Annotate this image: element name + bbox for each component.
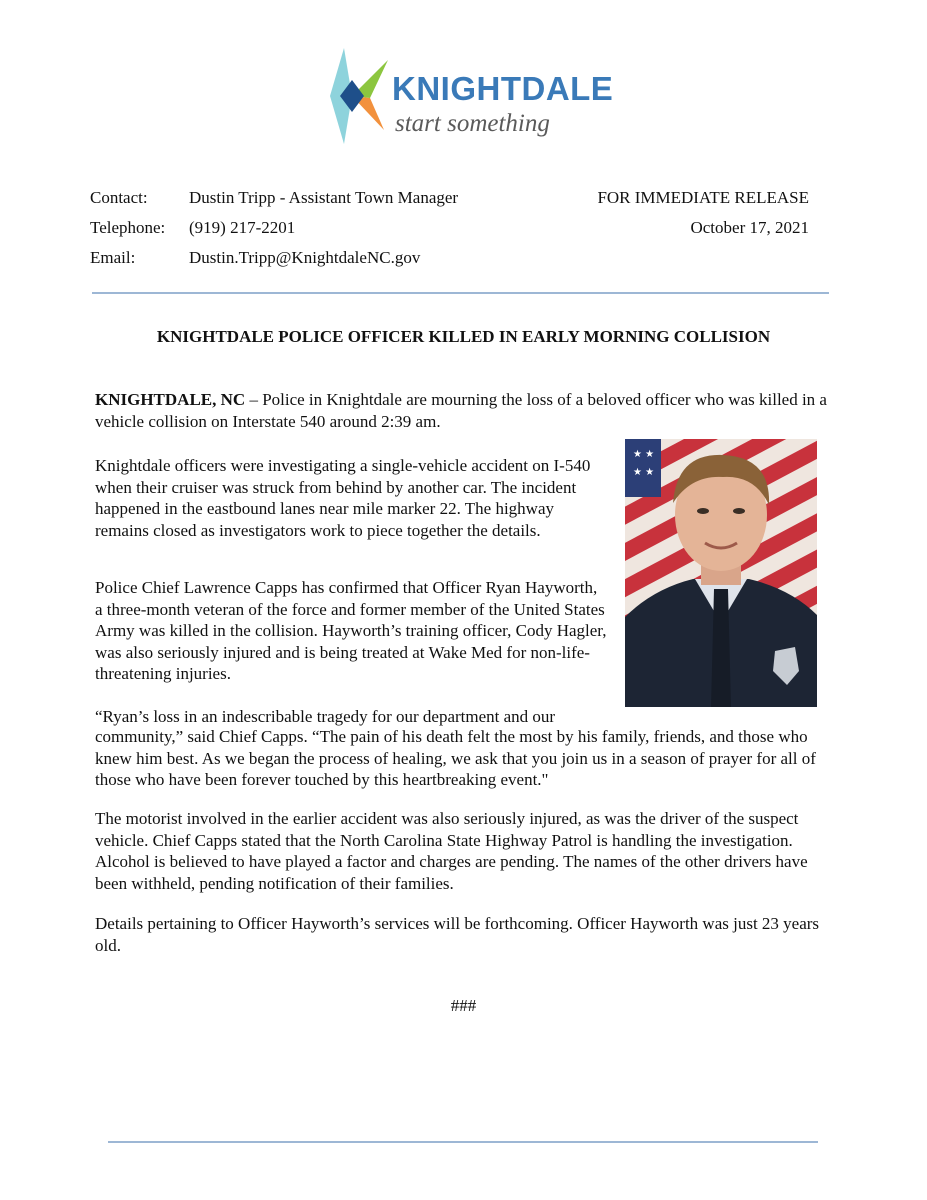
brand-tagline: start something: [395, 110, 550, 137]
paragraph-6: Details pertaining to Officer Hayworth’s services will be forthcoming. Officer Hayworth was just 23 years old.: [95, 914, 820, 955]
email-label: Email:: [90, 248, 136, 267]
release-status: FOR IMMEDIATE RELEASE: [597, 188, 809, 207]
paragraph-1: [95, 389, 837, 432]
svg-text:★ ★: ★ ★: [633, 467, 655, 478]
telephone-value: (919) 217-2201: [189, 218, 296, 237]
email-value: Dustin.Tripp@KnightdaleNC.gov: [189, 248, 421, 267]
paragraph-1-text: – Police in Knightdale are mourning the loss of a beloved officer who was killed in a vehicle collision on Interstate 540 around 2:39 am.: [95, 390, 827, 431]
dateline: KNIGHTDALE, NC: [95, 390, 246, 409]
officer-photo: [625, 439, 817, 707]
telephone-label: Telephone:: [90, 218, 166, 237]
contact-label: Contact:: [90, 188, 148, 207]
knightdale-logo: [322, 40, 622, 150]
end-mark: ###: [450, 996, 477, 1015]
headline: KNIGHTDALE POLICE OFFICER KILLED IN EARLY MORNING COLLISION: [156, 327, 771, 346]
star-logo-icon: [322, 40, 392, 150]
paragraph-2: Knightdale officers were investigating a single-vehicle accident on I-540 when their cruiser was struck from behind by another car. The incident happened in the eastbound lanes near mile marker 22. The highway remains closed as investigators work to piece together the details.: [95, 456, 591, 540]
paragraph-5: The motorist involved in the earlier accident was also seriously injured, as was the driver of the suspect vehicle. Chief Capps stated that the North Carolina State Highway Patrol is handling the investigation. Alcohol is believed to have played a factor and charges are pending. The names of the other drivers have been withheld, pending notification of their families.: [95, 809, 808, 893]
svg-text:★ ★: ★ ★: [633, 449, 655, 460]
brand-name: KNIGHTDALE: [392, 70, 614, 107]
paragraph-3: Police Chief Lawrence Capps has confirmed that Officer Ryan Hayworth, a three-month veteran of the force and former member of the United States Army was killed in the collision. Hayworth’s training officer, Cody Hagler, was also seriously injured and is being treated at Wake Med for non-life-threatening injuries.: [95, 578, 607, 683]
release-date: October 17, 2021: [690, 218, 809, 237]
paragraph-4-line-1: “Ryan’s loss in an indescribable tragedy for our department and our: [95, 707, 556, 726]
header-divider: [92, 292, 829, 294]
footer-divider: [108, 1141, 818, 1143]
paragraph-4: community,” said Chief Capps. “The pain of his death felt the most by his family, friends, and those who knew him best. As we began the process of healing, we ask that you join us in a season of prayer for all of those who have been forever touched by this heartbreaking event.": [95, 727, 816, 789]
contact-value: Dustin Tripp - Assistant Town Manager: [189, 188, 459, 207]
